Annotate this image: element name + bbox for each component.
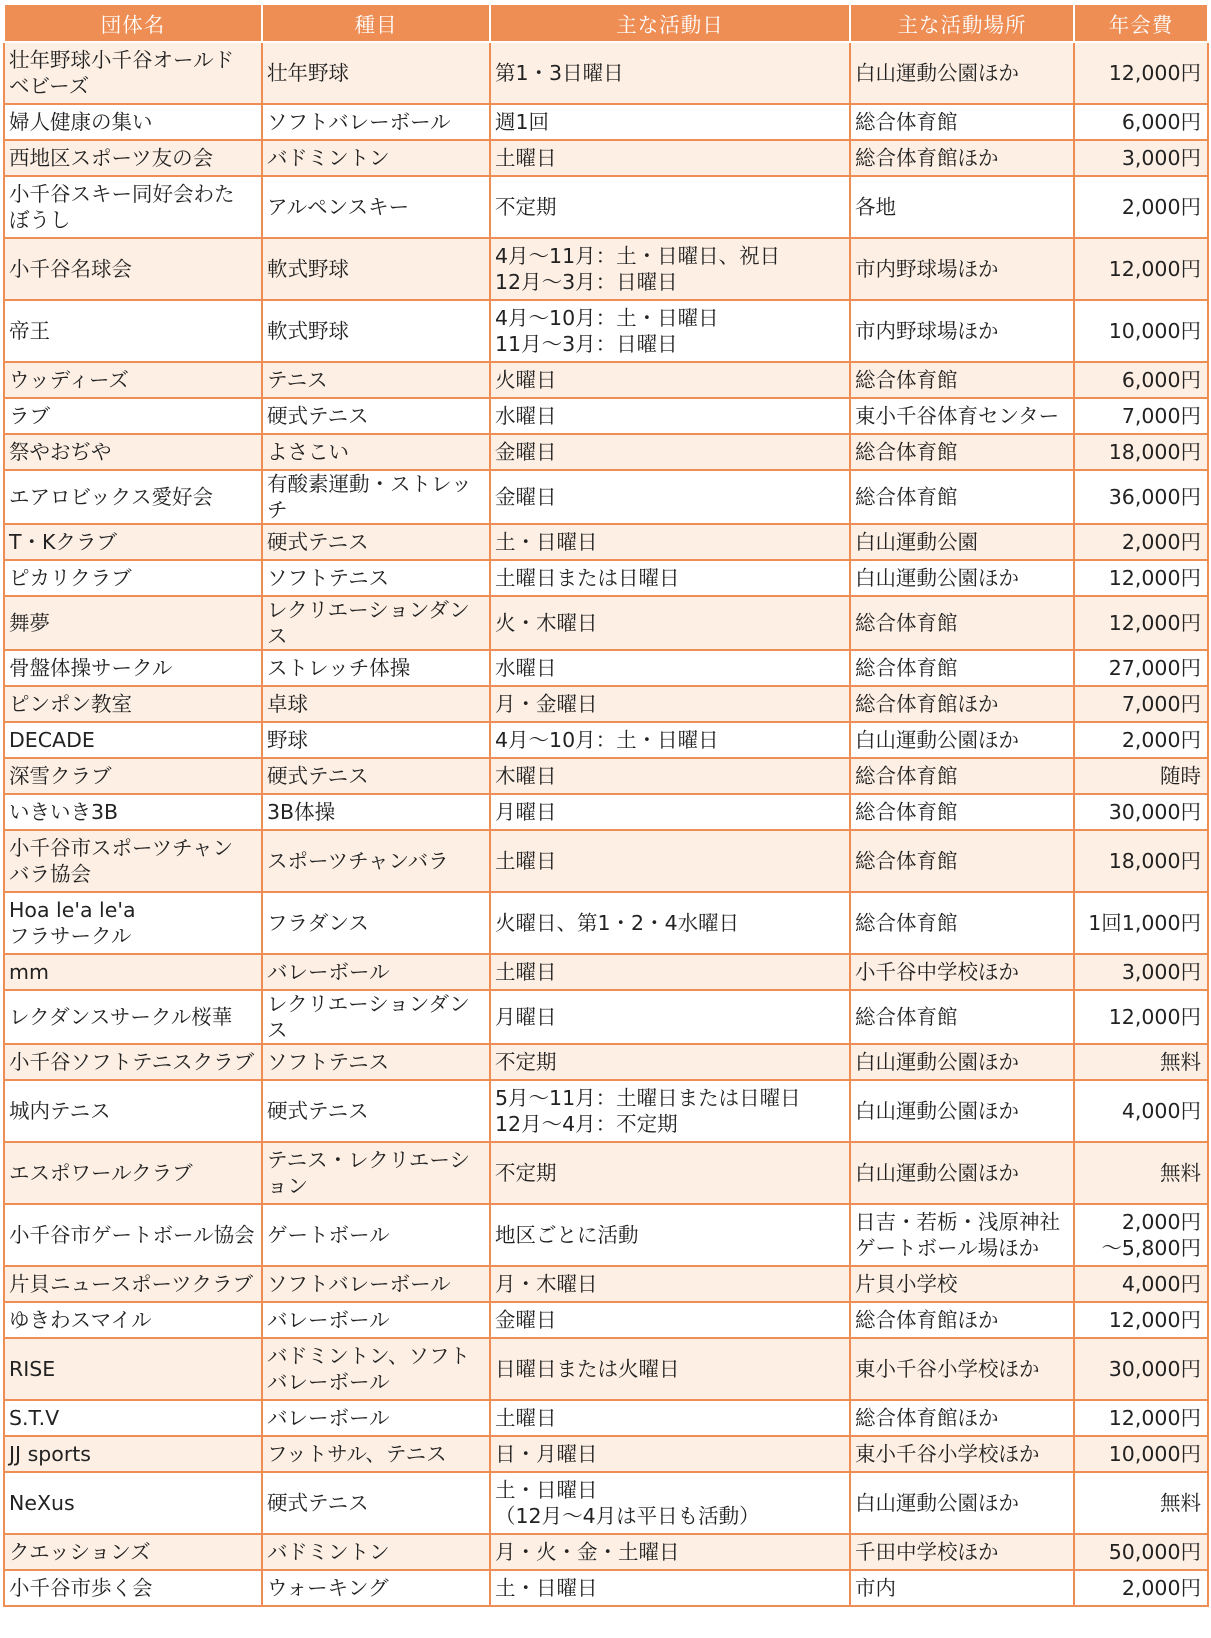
cell-annual-fee: 6,000円: [1074, 362, 1208, 398]
header-event: 種目: [262, 4, 490, 42]
cell-event: アルペンスキー: [262, 176, 490, 238]
cell-activity-place: 総合体育館: [850, 434, 1074, 470]
table-row: [4, 1044, 1208, 1080]
header-activity-days: 主な活動日: [490, 4, 850, 42]
cell-group-name: 城内テニス: [4, 1080, 262, 1142]
sports-club-table: [3, 3, 1209, 1607]
cell-activity-place: 総合体育館: [850, 104, 1074, 140]
table-row: [4, 722, 1208, 758]
cell-activity-days: 火曜日、第1・2・4水曜日: [490, 892, 850, 954]
cell-annual-fee: 12,000円: [1074, 1302, 1208, 1338]
table-row: [4, 650, 1208, 686]
cell-annual-fee: 27,000円: [1074, 650, 1208, 686]
cell-annual-fee: 30,000円: [1074, 794, 1208, 830]
cell-activity-days: 木曜日: [490, 758, 850, 794]
cell-annual-fee: 2,000円: [1074, 1570, 1208, 1606]
cell-event: ソフトバレーボール: [262, 104, 490, 140]
cell-activity-place: 市内野球場ほか: [850, 300, 1074, 362]
cell-activity-place: 総合体育館: [850, 470, 1074, 524]
cell-event: 野球: [262, 722, 490, 758]
cell-activity-place: 総合体育館: [850, 362, 1074, 398]
cell-group-name: ピカリクラブ: [4, 560, 262, 596]
cell-activity-place: 片貝小学校: [850, 1266, 1074, 1302]
cell-activity-place: 小千谷中学校ほか: [850, 954, 1074, 990]
table-row: [4, 104, 1208, 140]
cell-event: 硬式テニス: [262, 1080, 490, 1142]
table-row: [4, 1534, 1208, 1570]
header-group-name: 団体名: [4, 4, 262, 42]
cell-event: よさこい: [262, 434, 490, 470]
cell-activity-place: 白山運動公園ほか: [850, 1044, 1074, 1080]
cell-activity-place: 白山運動公園ほか: [850, 1142, 1074, 1204]
cell-annual-fee: 2,000円 ～5,800円: [1074, 1204, 1208, 1266]
cell-event: スポーツチャンバラ: [262, 830, 490, 892]
table-row: [4, 1400, 1208, 1436]
table-row: [4, 954, 1208, 990]
cell-activity-days: 4月～10月：土・日曜日: [490, 722, 850, 758]
cell-activity-days: 月曜日: [490, 990, 850, 1044]
table-row: [4, 1338, 1208, 1400]
cell-activity-place: 総合体育館: [850, 990, 1074, 1044]
table-row: [4, 990, 1208, 1044]
cell-event: 軟式野球: [262, 300, 490, 362]
cell-group-name: いきいき3B: [4, 794, 262, 830]
cell-annual-fee: 18,000円: [1074, 830, 1208, 892]
cell-annual-fee: 無料: [1074, 1142, 1208, 1204]
cell-activity-days: 土曜日: [490, 1400, 850, 1436]
cell-event: ウォーキング: [262, 1570, 490, 1606]
cell-activity-place: 総合体育館: [850, 794, 1074, 830]
cell-annual-fee: 3,000円: [1074, 140, 1208, 176]
cell-group-name: 小千谷市スポーツチャン バラ協会: [4, 830, 262, 892]
cell-annual-fee: 6,000円: [1074, 104, 1208, 140]
cell-group-name: 小千谷スキー同好会わた ぼうし: [4, 176, 262, 238]
table-row: [4, 1302, 1208, 1338]
cell-group-name: エスポワールクラブ: [4, 1142, 262, 1204]
cell-event: 硬式テニス: [262, 524, 490, 560]
table-row: [4, 42, 1208, 104]
cell-activity-days: 土・日曜日: [490, 524, 850, 560]
table-row: [4, 1204, 1208, 1266]
cell-activity-place: 総合体育館: [850, 892, 1074, 954]
cell-event: テニス・レクリエーシ ョン: [262, 1142, 490, 1204]
header-annual-fee: 年会費: [1074, 4, 1208, 42]
table-row: [4, 1080, 1208, 1142]
cell-event: テニス: [262, 362, 490, 398]
cell-activity-place: 日吉・若栃・浅原神社 ゲートボール場ほか: [850, 1204, 1074, 1266]
cell-group-name: DECADE: [4, 722, 262, 758]
cell-annual-fee: 12,000円: [1074, 990, 1208, 1044]
cell-activity-place: 総合体育館ほか: [850, 1302, 1074, 1338]
cell-group-name: JJ sports: [4, 1436, 262, 1472]
table-row: [4, 300, 1208, 362]
cell-group-name: エアロビックス愛好会: [4, 470, 262, 524]
cell-annual-fee: 1回1,000円: [1074, 892, 1208, 954]
cell-activity-place: 千田中学校ほか: [850, 1534, 1074, 1570]
cell-group-name: レクダンスサークル桜華: [4, 990, 262, 1044]
cell-event: ソフトテニス: [262, 560, 490, 596]
cell-group-name: mm: [4, 954, 262, 990]
cell-event: レクリエーションダンス: [262, 990, 490, 1044]
table-row: [4, 1472, 1208, 1534]
table-row: [4, 176, 1208, 238]
cell-activity-place: 東小千谷体育センター: [850, 398, 1074, 434]
cell-event: フラダンス: [262, 892, 490, 954]
cell-activity-place: 白山運動公園: [850, 524, 1074, 560]
cell-activity-days: 土曜日: [490, 140, 850, 176]
cell-activity-place: 総合体育館: [850, 650, 1074, 686]
cell-event: 3B体操: [262, 794, 490, 830]
cell-event: レクリエーションダンス: [262, 596, 490, 650]
table-row: [4, 1142, 1208, 1204]
table-row: [4, 238, 1208, 300]
cell-activity-days: 4月～11月：土・日曜日、祝日 12月～3月：日曜日: [490, 238, 850, 300]
cell-group-name: 小千谷名球会: [4, 238, 262, 300]
cell-group-name: 小千谷ソフトテニスクラブ: [4, 1044, 262, 1080]
cell-activity-place: 市内野球場ほか: [850, 238, 1074, 300]
cell-annual-fee: 4,000円: [1074, 1266, 1208, 1302]
cell-event: 硬式テニス: [262, 398, 490, 434]
cell-activity-place: 白山運動公園ほか: [850, 1472, 1074, 1534]
cell-activity-place: 白山運動公園ほか: [850, 560, 1074, 596]
cell-group-name: 小千谷市歩く会: [4, 1570, 262, 1606]
cell-event: ソフトバレーボール: [262, 1266, 490, 1302]
cell-activity-days: 水曜日: [490, 650, 850, 686]
cell-annual-fee: 18,000円: [1074, 434, 1208, 470]
cell-annual-fee: 2,000円: [1074, 524, 1208, 560]
table-row: [4, 1266, 1208, 1302]
cell-activity-days: 不定期: [490, 1142, 850, 1204]
cell-annual-fee: 30,000円: [1074, 1338, 1208, 1400]
cell-event: バドミントン: [262, 1534, 490, 1570]
cell-activity-days: 地区ごとに活動: [490, 1204, 850, 1266]
cell-activity-days: 土・日曜日 （12月～4月は平日も活動）: [490, 1472, 850, 1534]
cell-group-name: S.T.V: [4, 1400, 262, 1436]
cell-event: バレーボール: [262, 1302, 490, 1338]
cell-annual-fee: 2,000円: [1074, 176, 1208, 238]
cell-event: 有酸素運動・ストレッチ: [262, 470, 490, 524]
cell-activity-days: 4月～10月：土・日曜日 11月～3月：日曜日: [490, 300, 850, 362]
cell-group-name: ラブ: [4, 398, 262, 434]
cell-annual-fee: 3,000円: [1074, 954, 1208, 990]
cell-event: バドミントン: [262, 140, 490, 176]
cell-activity-days: 月・火・金・土曜日: [490, 1534, 850, 1570]
cell-group-name: 西地区スポーツ友の会: [4, 140, 262, 176]
table-row: [4, 1436, 1208, 1472]
cell-group-name: Hoa le'a le'a フラサークル: [4, 892, 262, 954]
cell-activity-place: 各地: [850, 176, 1074, 238]
cell-event: 卓球: [262, 686, 490, 722]
cell-activity-days: 土曜日: [490, 830, 850, 892]
cell-annual-fee: 50,000円: [1074, 1534, 1208, 1570]
table-row: [4, 524, 1208, 560]
cell-activity-place: 東小千谷小学校ほか: [850, 1338, 1074, 1400]
table-row: [4, 470, 1208, 524]
cell-event: バレーボール: [262, 1400, 490, 1436]
cell-event: 軟式野球: [262, 238, 490, 300]
table-row: [4, 140, 1208, 176]
cell-annual-fee: 7,000円: [1074, 398, 1208, 434]
table-row: [4, 686, 1208, 722]
cell-activity-days: 金曜日: [490, 1302, 850, 1338]
cell-activity-days: 土・日曜日: [490, 1570, 850, 1606]
cell-group-name: 舞夢: [4, 596, 262, 650]
cell-activity-place: 総合体育館: [850, 596, 1074, 650]
cell-activity-days: 土曜日: [490, 954, 850, 990]
cell-group-name: 壮年野球小千谷オールド ベビーズ: [4, 42, 262, 104]
cell-activity-days: 日・月曜日: [490, 1436, 850, 1472]
cell-event: バドミントン、ソフト バレーボール: [262, 1338, 490, 1400]
cell-group-name: 小千谷市ゲートボール協会: [4, 1204, 262, 1266]
cell-annual-fee: 10,000円: [1074, 1436, 1208, 1472]
cell-annual-fee: 4,000円: [1074, 1080, 1208, 1142]
cell-activity-days: 5月～11月：土曜日または日曜日 12月～4月：不定期: [490, 1080, 850, 1142]
cell-annual-fee: 12,000円: [1074, 596, 1208, 650]
header-activity-place: 主な活動場所: [850, 4, 1074, 42]
cell-group-name: ゆきわスマイル: [4, 1302, 262, 1338]
cell-activity-days: 月曜日: [490, 794, 850, 830]
cell-activity-place: 白山運動公園ほか: [850, 42, 1074, 104]
cell-event: バレーボール: [262, 954, 490, 990]
table-row: [4, 892, 1208, 954]
cell-event: フットサル、テニス: [262, 1436, 490, 1472]
cell-activity-days: 不定期: [490, 1044, 850, 1080]
cell-activity-days: 金曜日: [490, 470, 850, 524]
cell-activity-days: 日曜日または火曜日: [490, 1338, 850, 1400]
table-header-row: [4, 4, 1208, 42]
cell-group-name: 骨盤体操サークル: [4, 650, 262, 686]
cell-group-name: 深雪クラブ: [4, 758, 262, 794]
cell-group-name: 婦人健康の集い: [4, 104, 262, 140]
cell-event: 硬式テニス: [262, 1472, 490, 1534]
cell-activity-place: 東小千谷小学校ほか: [850, 1436, 1074, 1472]
cell-activity-place: 白山運動公園ほか: [850, 722, 1074, 758]
table-row: [4, 794, 1208, 830]
table-body: [4, 42, 1208, 1606]
table-row: [4, 434, 1208, 470]
cell-annual-fee: 7,000円: [1074, 686, 1208, 722]
cell-event: ストレッチ体操: [262, 650, 490, 686]
cell-activity-days: 火・木曜日: [490, 596, 850, 650]
cell-activity-days: 第1・3日曜日: [490, 42, 850, 104]
cell-group-name: NeXus: [4, 1472, 262, 1534]
cell-activity-days: 水曜日: [490, 398, 850, 434]
cell-annual-fee: 10,000円: [1074, 300, 1208, 362]
table-row: [4, 362, 1208, 398]
cell-activity-place: 総合体育館ほか: [850, 140, 1074, 176]
cell-group-name: RISE: [4, 1338, 262, 1400]
cell-annual-fee: 12,000円: [1074, 1400, 1208, 1436]
table-row: [4, 830, 1208, 892]
cell-activity-days: 不定期: [490, 176, 850, 238]
cell-activity-days: 金曜日: [490, 434, 850, 470]
cell-annual-fee: 無料: [1074, 1472, 1208, 1534]
table-row: [4, 1570, 1208, 1606]
cell-group-name: ウッディーズ: [4, 362, 262, 398]
cell-annual-fee: 無料: [1074, 1044, 1208, 1080]
cell-annual-fee: 12,000円: [1074, 560, 1208, 596]
cell-activity-days: 月・金曜日: [490, 686, 850, 722]
cell-event: ゲートボール: [262, 1204, 490, 1266]
cell-group-name: クエッションズ: [4, 1534, 262, 1570]
cell-activity-place: 総合体育館: [850, 830, 1074, 892]
cell-activity-place: 総合体育館ほか: [850, 1400, 1074, 1436]
club-table-container: [3, 3, 1209, 1607]
cell-activity-days: 月・木曜日: [490, 1266, 850, 1302]
table-row: [4, 398, 1208, 434]
cell-group-name: T・Kクラブ: [4, 524, 262, 560]
table-row: [4, 596, 1208, 650]
cell-event: ソフトテニス: [262, 1044, 490, 1080]
cell-event: 硬式テニス: [262, 758, 490, 794]
table-row: [4, 560, 1208, 596]
cell-group-name: 祭やおぢや: [4, 434, 262, 470]
cell-group-name: 帝王: [4, 300, 262, 362]
table-row: [4, 758, 1208, 794]
cell-activity-place: 総合体育館: [850, 758, 1074, 794]
cell-annual-fee: 12,000円: [1074, 238, 1208, 300]
cell-activity-place: 白山運動公園ほか: [850, 1080, 1074, 1142]
cell-activity-days: 土曜日または日曜日: [490, 560, 850, 596]
cell-group-name: ピンポン教室: [4, 686, 262, 722]
cell-activity-place: 総合体育館ほか: [850, 686, 1074, 722]
cell-annual-fee: 12,000円: [1074, 42, 1208, 104]
cell-annual-fee: 随時: [1074, 758, 1208, 794]
cell-annual-fee: 2,000円: [1074, 722, 1208, 758]
cell-activity-place: 市内: [850, 1570, 1074, 1606]
cell-activity-days: 週1回: [490, 104, 850, 140]
cell-group-name: 片貝ニュースポーツクラブ: [4, 1266, 262, 1302]
cell-activity-days: 火曜日: [490, 362, 850, 398]
cell-annual-fee: 36,000円: [1074, 470, 1208, 524]
cell-event: 壮年野球: [262, 42, 490, 104]
